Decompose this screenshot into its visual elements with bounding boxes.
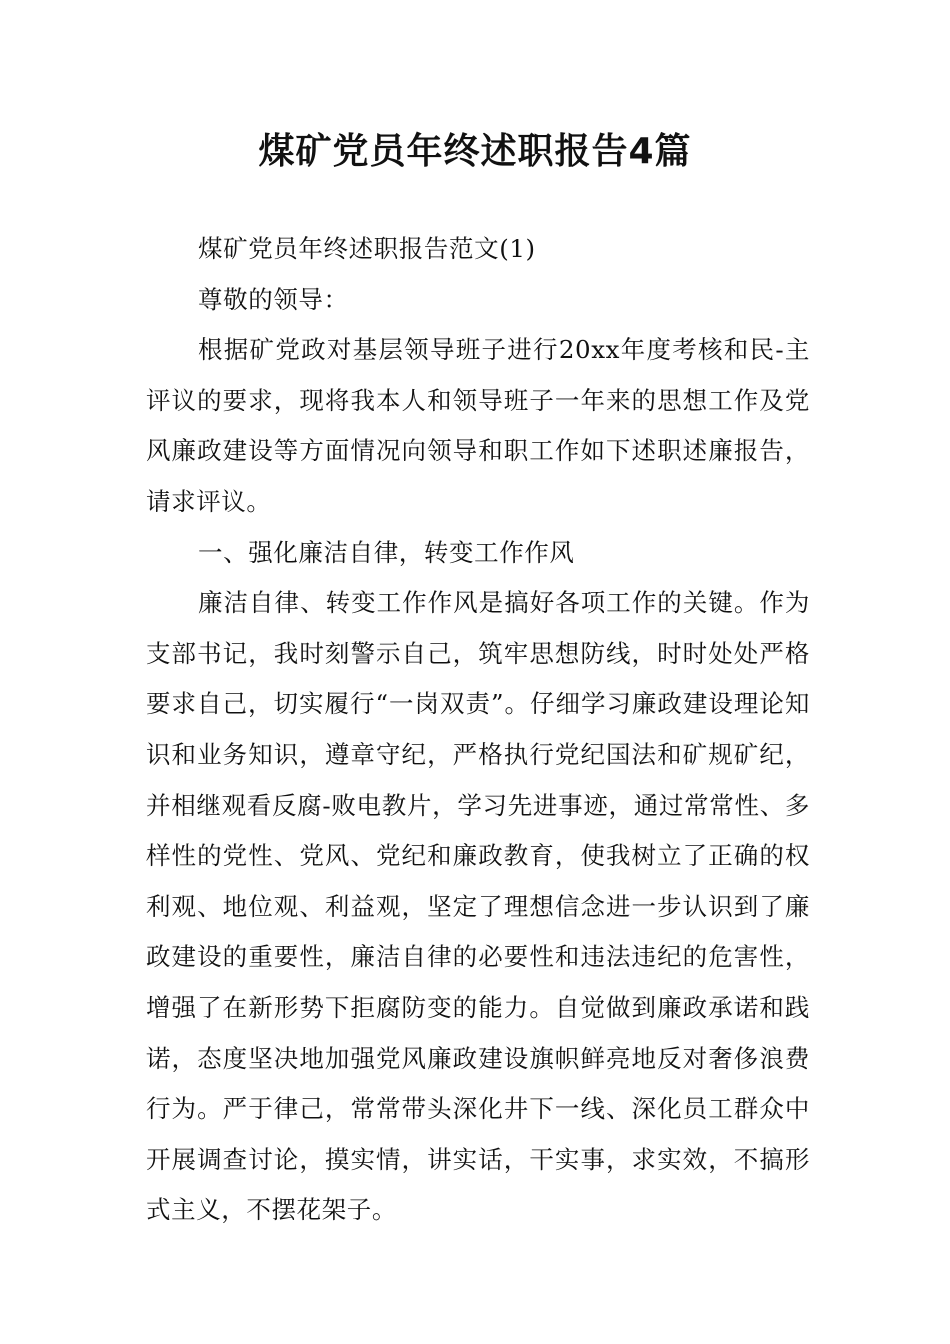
section-heading-1: 一、强化廉洁自律，转变工作作风 xyxy=(198,537,575,567)
body-paragraph: 廉洁自律、转变工作作风是搞好各项工作的关键。作为支部书记，我时刻警示自己，筑牢思想防线，时时处处严格要求自己，切实履行“一岗双责”。仔细学习廉政建设理论知识和业务知识，遵章守纪，严格执行党纪国法和矿规矿纪，并相继观看反腐-败电教片，学习先进事迹，通过常常性、多样性的党性、党风、党纪和廉政教育，使我树立了正确的权利观、地位观、利益观，坚定了理想信念进一步认识到了廉政建设的重要性，廉洁自律的必要性和违法违纪的危害性，增强了在新形势下拒腐防变的能力。自觉做到廉政承诺和践诺，态度坚决地加强党风廉政建设旗帜鲜亮地反对奢侈浪费行为。严于律己，常常带头深化井下一线、深化员工群众中开展调查讨论，摸实情，讲实话，干实事，求实效，不搞形式主义，不摆花架子。 xyxy=(146,588,810,1225)
document-title: 煤矿党员年终述职报告4篇 xyxy=(258,131,692,172)
salutation: 尊敬的领导： xyxy=(198,284,349,314)
section-heading-fanwen: 煤矿党员年终述职报告范文(1) xyxy=(198,234,536,263)
document-body xyxy=(146,224,810,1236)
intro-paragraph: 根据矿党政对基层领导班子进行20xx年度考核和民-主评议的要求，现将我本人和领导班子一年来的思想工作及党风廉政建设等方面情况向领导和职工作如下述职述廉报告，请求评议。 xyxy=(146,335,810,516)
